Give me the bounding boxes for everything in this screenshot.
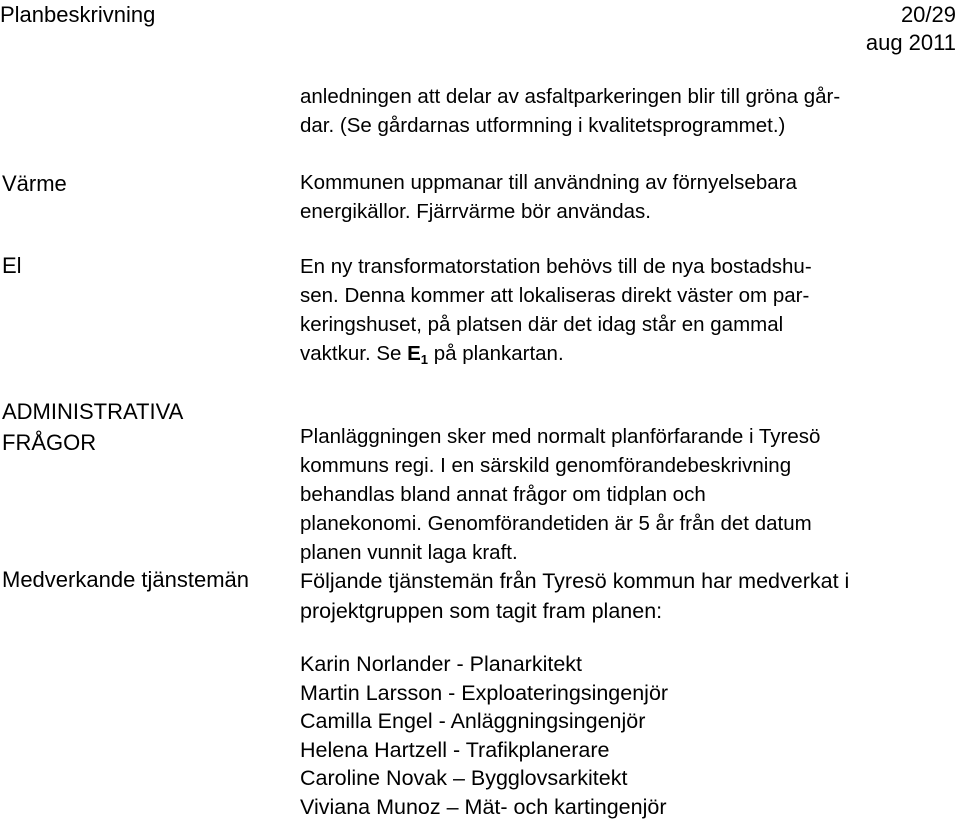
staff-list-item: Martin Larsson - Exploateringsingenjör	[300, 679, 668, 708]
section-label-staff: Medverkande tjänstemän	[2, 566, 249, 594]
page-number: 20/29	[901, 2, 956, 28]
document-title: Planbeskrivning	[0, 2, 155, 28]
el-line-4-post: på plankartan.	[428, 342, 564, 365]
el-line-4-pre: vaktkur. Se	[300, 342, 407, 365]
admin-line-4: planekonomi. Genomförandetiden är 5 år från det datum	[300, 509, 820, 538]
intro-paragraph	[300, 82, 840, 140]
admin-line-5: planen vunnit laga kraft.	[300, 538, 820, 567]
varme-paragraph	[300, 168, 797, 226]
el-paragraph	[300, 252, 812, 368]
section-label-varme: Värme	[2, 170, 67, 198]
el-line-1: En ny transformatorstation behövs till de nya bostadshu-	[300, 252, 812, 281]
admin-paragraph	[300, 422, 820, 567]
admin-line-3: behandlas bland annat frågor om tidplan och	[300, 480, 820, 509]
staff-intro-paragraph	[300, 566, 849, 626]
plan-reference-e1: $E_1$	[407, 342, 428, 365]
staff-list-item: Karin Norlander - Planarkitekt	[300, 650, 668, 679]
staff-list-item: Caroline Novak – Bygglovsarkitekt	[300, 764, 668, 793]
staff-list-item: Viviana Munoz – Mät- och kartingenjör	[300, 793, 668, 821]
section-heading-admin	[2, 398, 183, 457]
staff-list-item: Camilla Engel - Anläggningsingenjör	[300, 707, 668, 736]
varme-line-2: energikällor. Fjärrvärme bör användas.	[300, 197, 797, 226]
admin-line-1: Planläggningen sker med normalt planförfarande i Tyresö	[300, 422, 820, 451]
staff-list-item: Helena Hartzell - Trafikplanerare	[300, 736, 668, 765]
admin-line-2: kommuns regi. I en särskild genomförandebeskrivning	[300, 451, 820, 480]
varme-line-1: Kommunen uppmanar till användning av förnyelsebara	[300, 168, 797, 197]
section-label-el: El	[2, 252, 22, 280]
staff-intro-line-1: Följande tjänstemän från Tyresö kommun har medverkat i	[300, 566, 849, 596]
admin-heading-line-1: ADMINISTRATIVA	[2, 398, 183, 426]
staff-list	[300, 650, 668, 821]
el-line-4	[300, 339, 812, 368]
intro-line-2: dar. (Se gårdarnas utformning i kvalitetsprogrammet.)	[300, 111, 840, 140]
intro-line-1: anledningen att delar av asfaltparkeringen blir till gröna går-	[300, 82, 840, 111]
staff-intro-line-2: projektgruppen som tagit fram planen:	[300, 596, 849, 626]
admin-heading-line-2: FRÅGOR	[2, 429, 183, 457]
document-date: aug 2011	[866, 30, 956, 56]
el-line-2: sen. Denna kommer att lokaliseras direkt väster om par-	[300, 281, 812, 310]
el-line-3: keringshuset, på platsen där det idag står en gammal	[300, 310, 812, 339]
